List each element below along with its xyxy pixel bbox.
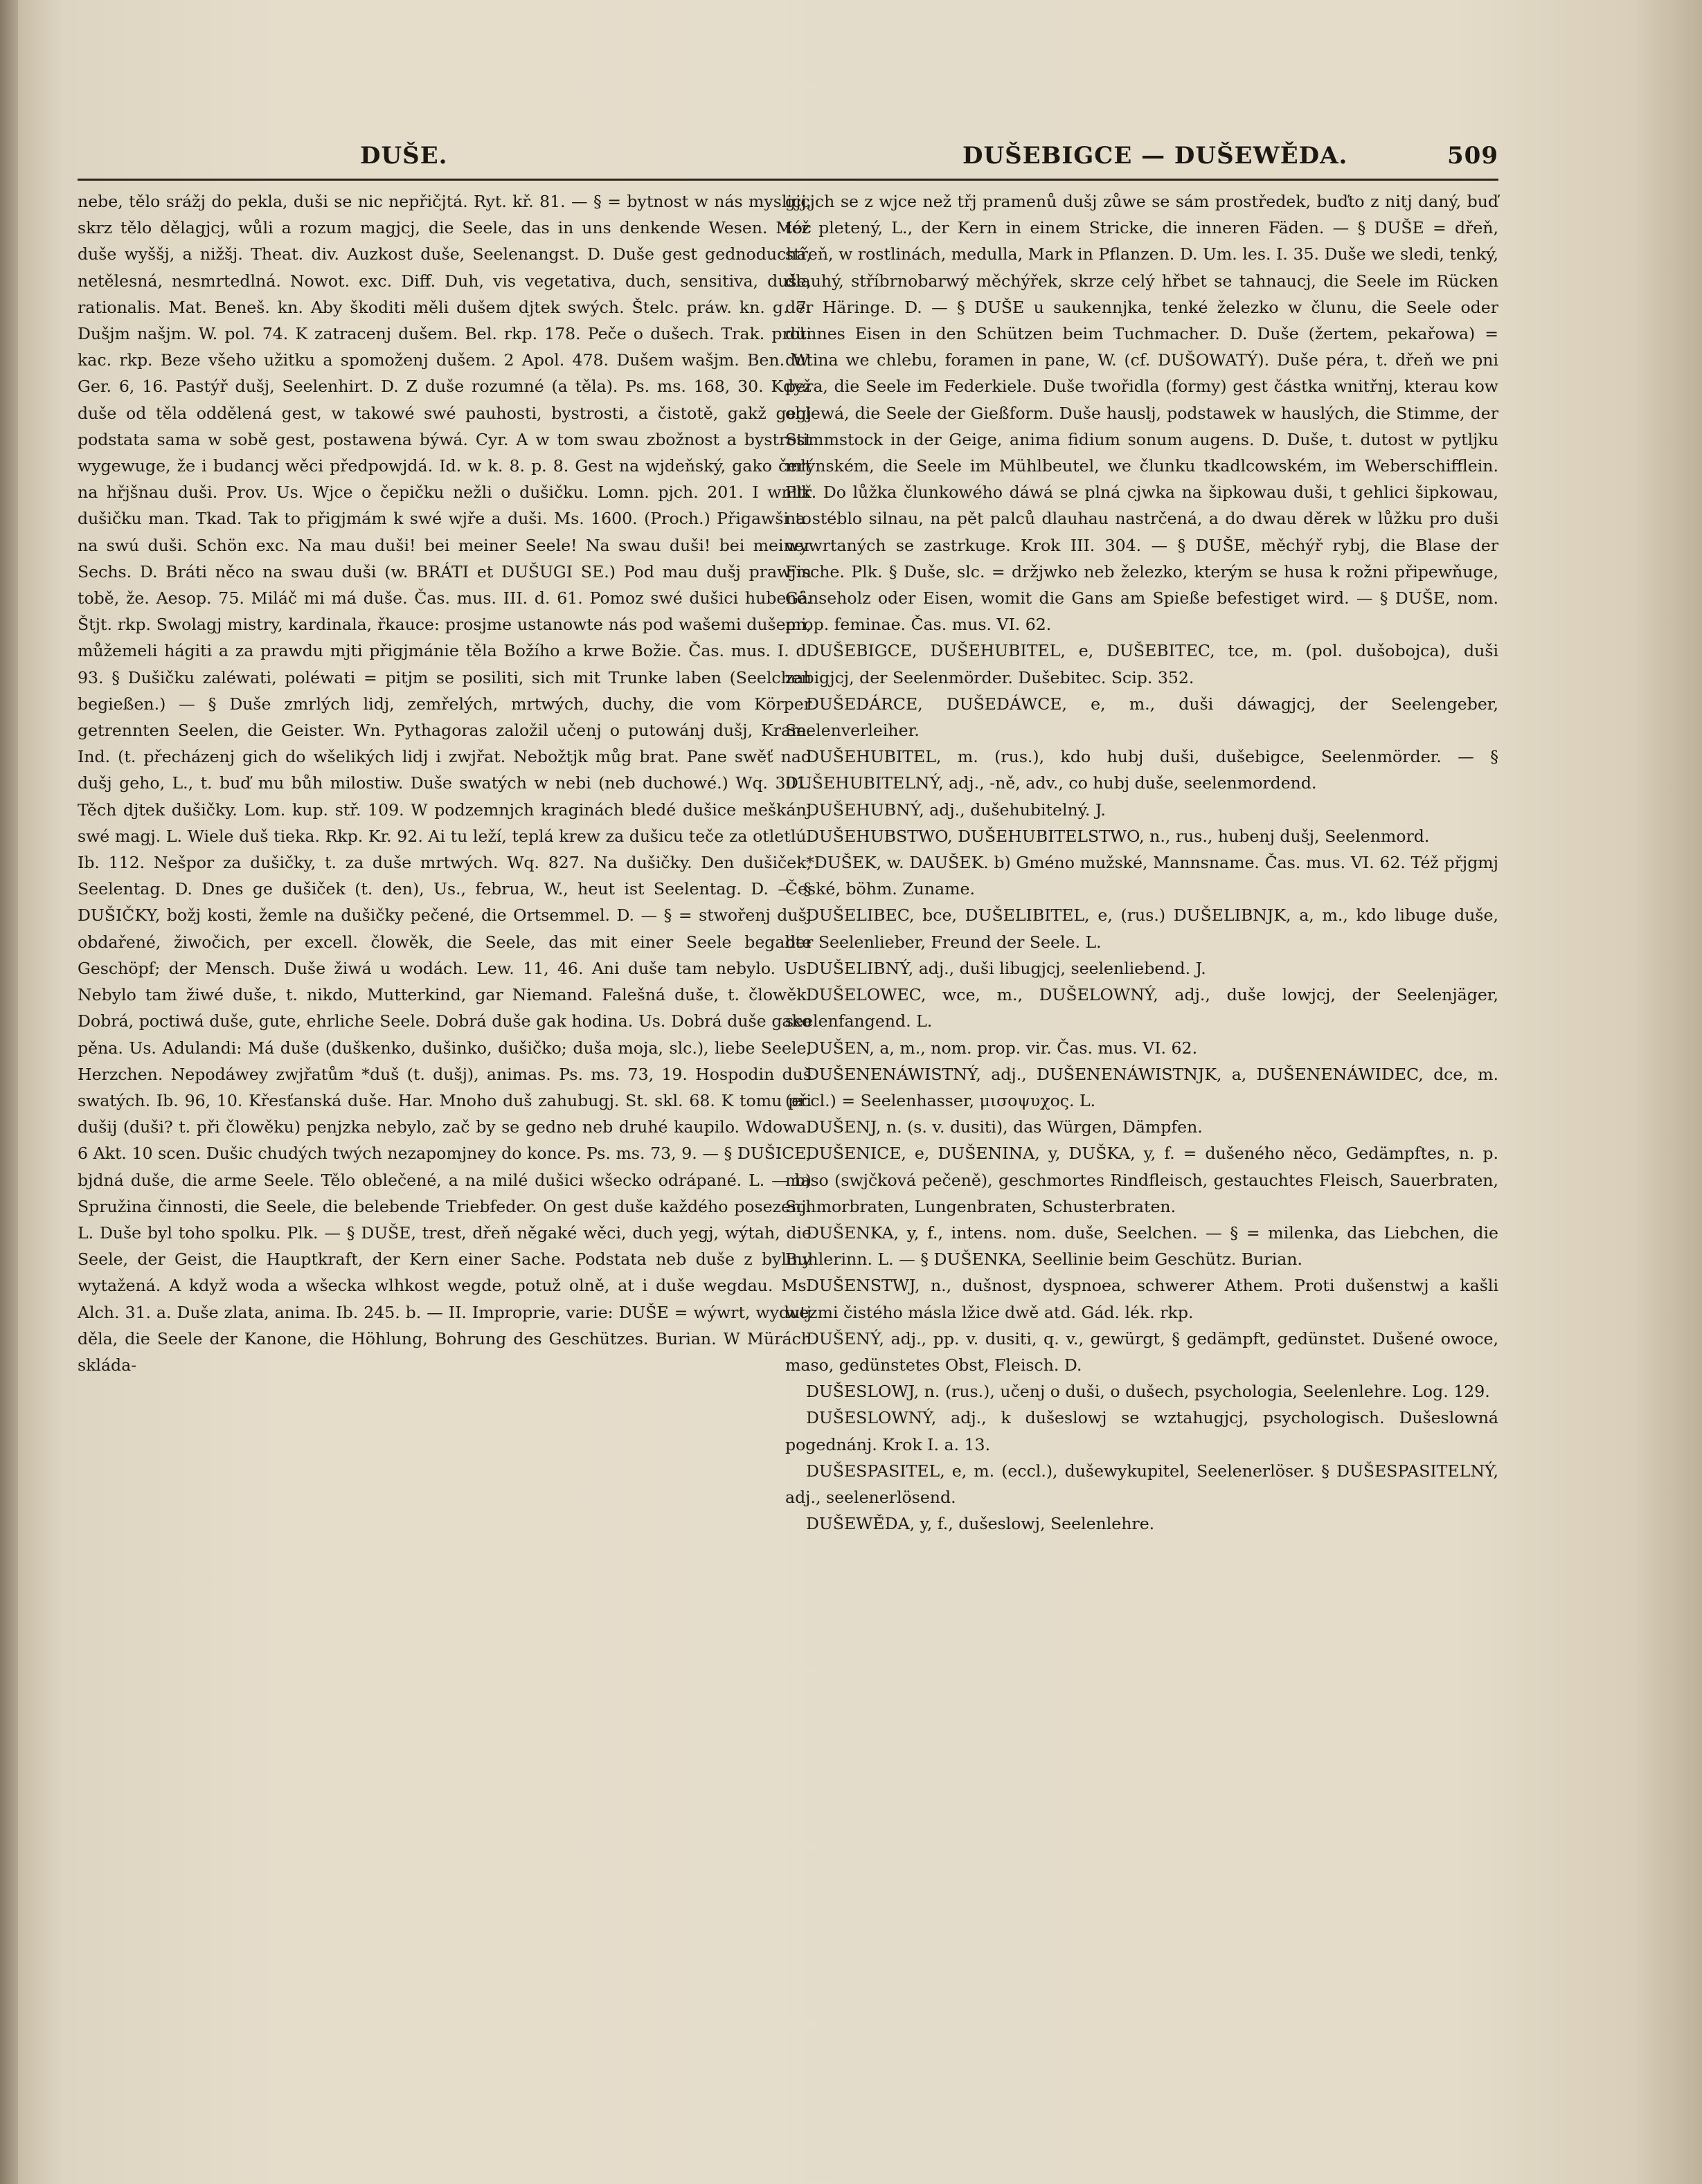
header-right-title: DUŠEBIGCE — DUŠEWĚDA.	[962, 142, 1348, 170]
entry-duselibny: DUŠELIBNÝ, adj., duši libugjcj, seelenliebend. J.	[806, 958, 1206, 978]
entry-duselowec: DUŠELOWEC, wce, m., DUŠELOWNÝ, adj., duše lowjcj, der Seelenjäger, seelenfangend. L.	[785, 985, 1498, 1031]
entry-dusewedа: DUŠEWĚDA, y, f., dušeslowj, Seelenlehre.	[806, 1514, 1155, 1534]
entry-dusenice: DUŠENICE, e, DUŠENINA, y, DUŠKA, y, f. = dušeného něco, Gedämpftes, n. p. maso (swjčková pečeně), geschmortes Rindfleisch, gestauchtes Fleisch, Sauerbraten, Schmorbraten, Lungenbraten, Schusterbraten.	[785, 1144, 1498, 1216]
entry-dusenenawistny: DUŠENENÁWISTNÝ, adj., DUŠENENÁWISTNJK, a, DUŠENENÁWIDEC, dce, m. (eccl.) = Seelenhasser, μισοψυχος. L.	[785, 1064, 1498, 1110]
entry-duseslowj: DUŠESLOWJ, n. (rus.), učenj o duši, o dušech, psychologia, Seelenlehre. Log. 129.	[806, 1382, 1490, 1402]
entry-dusebigce: DUŠEBIGCE, DUŠEHUBITEL, e, DUŠEBITEC, tce, m. (pol. dušobojca), duši zabigjcj, der Seelenmörder. Dušebitec. Scip. 352.	[785, 641, 1498, 687]
header-rule-left	[78, 179, 798, 181]
entry-duseslowny: DUŠESLOWNÝ, adj., k dušeslowj se wztahugjcj, psychologisch. Dušeslowná pogednánj. Krok I. a. 13.	[785, 1408, 1498, 1454]
book-spine-shadow	[0, 0, 18, 2184]
entry-dusehubny: DUŠEHUBNÝ, adj., dušehubitelný. J.	[806, 800, 1107, 820]
entry-dusenka: DUŠENKA, y, f., intens. nom. duše, Seelchen. — § = milenka, das Liebchen, die Buhlerinn. L. — § DUŠENKA, Seellinie beim Geschütz. Burian.	[785, 1222, 1498, 1270]
entry-dusedarce: DUŠEDÁRCE, DUŠEDÁWCE, e, m., duši dáwagjcj, der Seelengeber, Seelenverleiher.	[785, 694, 1498, 741]
entry-duseny: DUŠENÝ, adj., pp. v. dusiti, q. v., gewürgt, § gedämpft, gedünstet. Dušené owoce, maso, gedünstetes Obst, Fleisch. D.	[785, 1328, 1498, 1375]
entry-dusenstwj: DUŠENSTWJ, n., dušnost, dyspnoea, schwerer Athem. Proti dušenstwj a kašli wezmi čistého másla lžice dwě atd. Gád. lék. rkp.	[785, 1276, 1498, 1322]
entry-duselibec: DUŠELIBEC, bce, DUŠELIBITEL, e, (rus.) DUŠELIBNJK, a, m., kdo libuge duše, der Seelenlieber, Freund der Seele. L.	[785, 905, 1498, 952]
entry-dusespasitel: DUŠESPASITEL, e, m. (eccl.), dušewykupitel, Seelenerlöser. § DUŠESPASITELNÝ, adj., seelenerlösend.	[785, 1461, 1498, 1507]
entry-dusenj: DUŠENJ, n. (s. v. dusiti), das Würgen, Dämpfen.	[806, 1117, 1203, 1137]
right-column	[785, 188, 1498, 1537]
entry-dusehubitel: DUŠEHUBITEL, m. (rus.), kdo hubj duši, dušebigce, Seelenmörder. — § DUŠEHUBITELNÝ, adj., -ně, adv., co hubj duše, seelenmordend.	[785, 747, 1498, 793]
left-column	[78, 188, 812, 1378]
entry-dusek: *DUŠEK, w. DAUŠEK. b) Gméno mužské, Mannsname. Čas. mus. VI. 62. Též přjgmj České, böhm. Zuname.	[785, 853, 1498, 899]
header-rule-right	[785, 179, 1498, 181]
header-left-title: DUŠE.	[360, 142, 448, 170]
page-number: 509	[1447, 142, 1498, 170]
entry-text: nebe, tělo srážj do pekla, duši se nic nepřičjtá. Ryt. kř. 81. — § = bytnost w nás myslicj, skrz tělo dělagjcj, wůli a rozum magjcj, die Seele, das in uns denkende Wesen. Moc duše wyššj, a nižšj. Theat. div. Auzkost duše, Seelenangst. D. Duše gest gednoduchá, netělesná, nesmrtedlná. Nowot. exc. Diff. Duh, vis vegetativa, duch, sensitiva, duše, rationalis. Mat. Beneš. kn. Aby škoditi měli dušem djtek swých. Štelc. práw. kn. g. 7. Dušjm našjm. W. pol. 74. K zatracenj dušem. Bel. rkp. 178. Peče o dušech. Trak. proti kac. rkp. Beze všeho užitku a spomoženj dušem. 2 Apol. 478. Dušem wašjm. Ben. W. Ger. 6, 16. Pastýř dušj, Seelenhirt. D. Z duše rozumné (a těla). Ps. ms. 168, 30. Když duše od těla oddělená gest, w takowé swé pauhosti, bystrosti, a čistotě, gakž gegj podstata sama w sobě gest, postawena býwá. Cyr. A w tom swau zbožnost a bystrost wygewuge, že i budancj wěci předpowjdá. Id. w k. 8. p. 8. Gest na wjdeňský, gako čert na hřjšnau duši. Prov. Us. Wjce o čepičku nežli o dušičku. Lomn. pjch. 201. I wnitř dušičku man. Tkad. Tak to přigjmám k swé wjře a duši. Ms. 1600. (Proch.) Přigawši to na swú duši. Schön exc. Na mau duši! bei meiner Seele! Na swau duši! bei meiner Sechs. D. Bráti něco na swau duši (w. BRÁTI et DUŠUGI SE.) Pod mau dušj prawjm tobě, že. Aesop. 75. Miláč mi má duše. Čas. mus. III. d. 61. Pomoz swé dušici hubené. Štjt. rkp. Swolagj mistry, kardinala, řkauce: prosjme ustanowte nás pod wašemi dušemi, můžemeli hágiti a za prawdu mjti přigjmánie těla Božího a krwe Božie. Čas. mus. I. d. 93. § Dušičku zaléwati, poléwati = pitjm se posiliti, sich mit Trunke laben (Seelchen begießen.) — § Duše zmrlých lidj, zemřelých, mrtwých, duchy, die vom Körper getrennten Seelen, die Geister. Wn. Pythagoras založil učenj o putowánj dušj, Kram. Ind. (t. přecházenj gich do wšelikých lidj i zwjřat. Nebožtjk můg brat. Pane swěť nad dušj geho, L., t. buď mu bůh milostiw. Duše swatých w nebi (neb duchowé.) Wq. 301. Těch djtek dušičky. Lom. kup. stř. 109. W podzemnjch kraginách bledé dušice meškánj swé magj. L. Wiele duš tieka. Rkp. Kr. 92. Ai tu leží, teplá krew za dušicu teče za otletlú. Ib. 112. Nešpor za dušičky, t. za duše mrtwých. Wq. 827. Na dušičky. Den dušiček, Seelentag. D. Dnes ge dušiček (t. den), Us., februa, W., heut ist Seelentag. D. — § DUŠIČKY, božj kosti, žemle na dušičky pečené, die Ortsemmel. D. — § = stwořenj dušj obdařené, žiwočich, per excell. člowěk, die Seele, das mit einer Seele begabte Geschöpf; der Mensch. Duše žiwá u wodách. Lew. 11, 46. Ani duše tam nebylo. Us. Nebylo tam žiwé duše, t. nikdo, Mutterkind, gar Niemand. Falešná duše, t. člowěk. Dobrá, poctiwá duše, gute, ehrliche Seele. Dobrá duše gak hodina. Us. Dobrá duše gako pěna. Us. Adulandi: Má duše (duškenko, dušinko, dušičko; duša moja, slc.), liebe Seele, Herzchen. Nepodáwey zwjřatům *duš (t. dušj), animas. Ps. ms. 73, 19. Hospodin duš swatých. Ib. 96, 10. Křesťanská duše. Har. Mnoho duš zahubugj. St. skl. 68. K tomu při dušij (duši? t. při člowěku) penjzka nebylo, zač by se gedno neb druhé kaupilo. Wdowa. 6 Akt. 10 scen. Dušic chudých twých nezapomjney do konce. Ps. ms. 73, 9. — § DUŠICE, bjdná duše, die arme Seele. Tělo oblečené, a na milé dušici wšecko odrápané. L. — b) Spružina činnosti, die Seele, die belebende Triebfeder. On gest duše každého posezenj. L. Duše byl toho spolku. Plk. — § DUŠE, trest, dřeň něgaké wěci, duch yegj, wýtah, die Seele, der Geist, die Hauptkraft, der Kern einer Sache. Podstata neb duše z byliny wytažená. A když woda a wšecka wlhkost wegde, potuž olně, at i duše wegdau. Ms. Alch. 31. a. Duše zlata, anima. Ib. 245. b. — II. Improprie, varie: DUŠE = wýwrt, wydutj děla, die Seele der Kanone, die Höhlung, Bohrung des Geschützes. Burian. W Mürách skláda-	[78, 192, 812, 1375]
entry-dusen: DUŠEN, a, m., nom. prop. vir. Čas. mus. VI. 62.	[806, 1038, 1198, 1058]
entry-dusehubstwo: DUŠEHUBSTWO, DUŠEHUBITELSTWO, n., rus., hubenj dušj, Seelenmord.	[806, 826, 1430, 846]
entry-text: gjcjch se z wjce než třj pramenů dušj zůwe se sám prostředek, buďto z nitj daný, buď též pletený, L., der Kern in einem Stricke, die inneren Fäden. — § DUŠE = dřeň, střeň, w rostlinách, medulla, Mark in Pflanzen. D. Um. les. I. 35. Duše we sledi, tenký, dlauhý, stříbrnobarwý měchýřek, skrze celý hřbet se tahnaucj, die Seele im Rücken der Häringe. D. — § DUŠE u saukennjka, tenké železko w člunu, die Seele oder dünnes Eisen in den Schützen beim Tuchmacher. D. Duše (žertem, pekařowa) = dutina we chlebu, foramen in pane, W. (cf. DUŠOWATÝ). Duše péra, t. dřeň we pni pera, die Seele im Federkiele. Duše twořidla (formy) gest částka wnitřnj, kterau kow oblewá, die Seele der Gießform. Duše hauslj, podstawek w hauslých, die Stimme, der Stimmstock in der Geige, anima fidium sonum augens. D. Duše, t. dutost w pytljku mlýnském, die Seele im Mühlbeutel, we člunku tkadlcowském, im Weberschifflein. Plk. Do lůžka člunkowého dáwá se plná cjwka na šipkowau duši, t gehlici šipkowau, na stéblo silnau, na pět palců dlauhau nastrčená, a do dwau děrek w lůžku pro duši wywrtaných se zastrkuge. Krok III. 304. — § DUŠE, měchýř rybj, die Blase der Fische. Plk. § Duše, slc. = držjwko neb železko, kterým se husa k rožni připewňuge, Gänseholz oder Eisen, womit die Gans am Spieße befestiget wird. — § DUŠE, nom. prop. feminae. Čas. mus. VI. 62.	[785, 192, 1498, 635]
